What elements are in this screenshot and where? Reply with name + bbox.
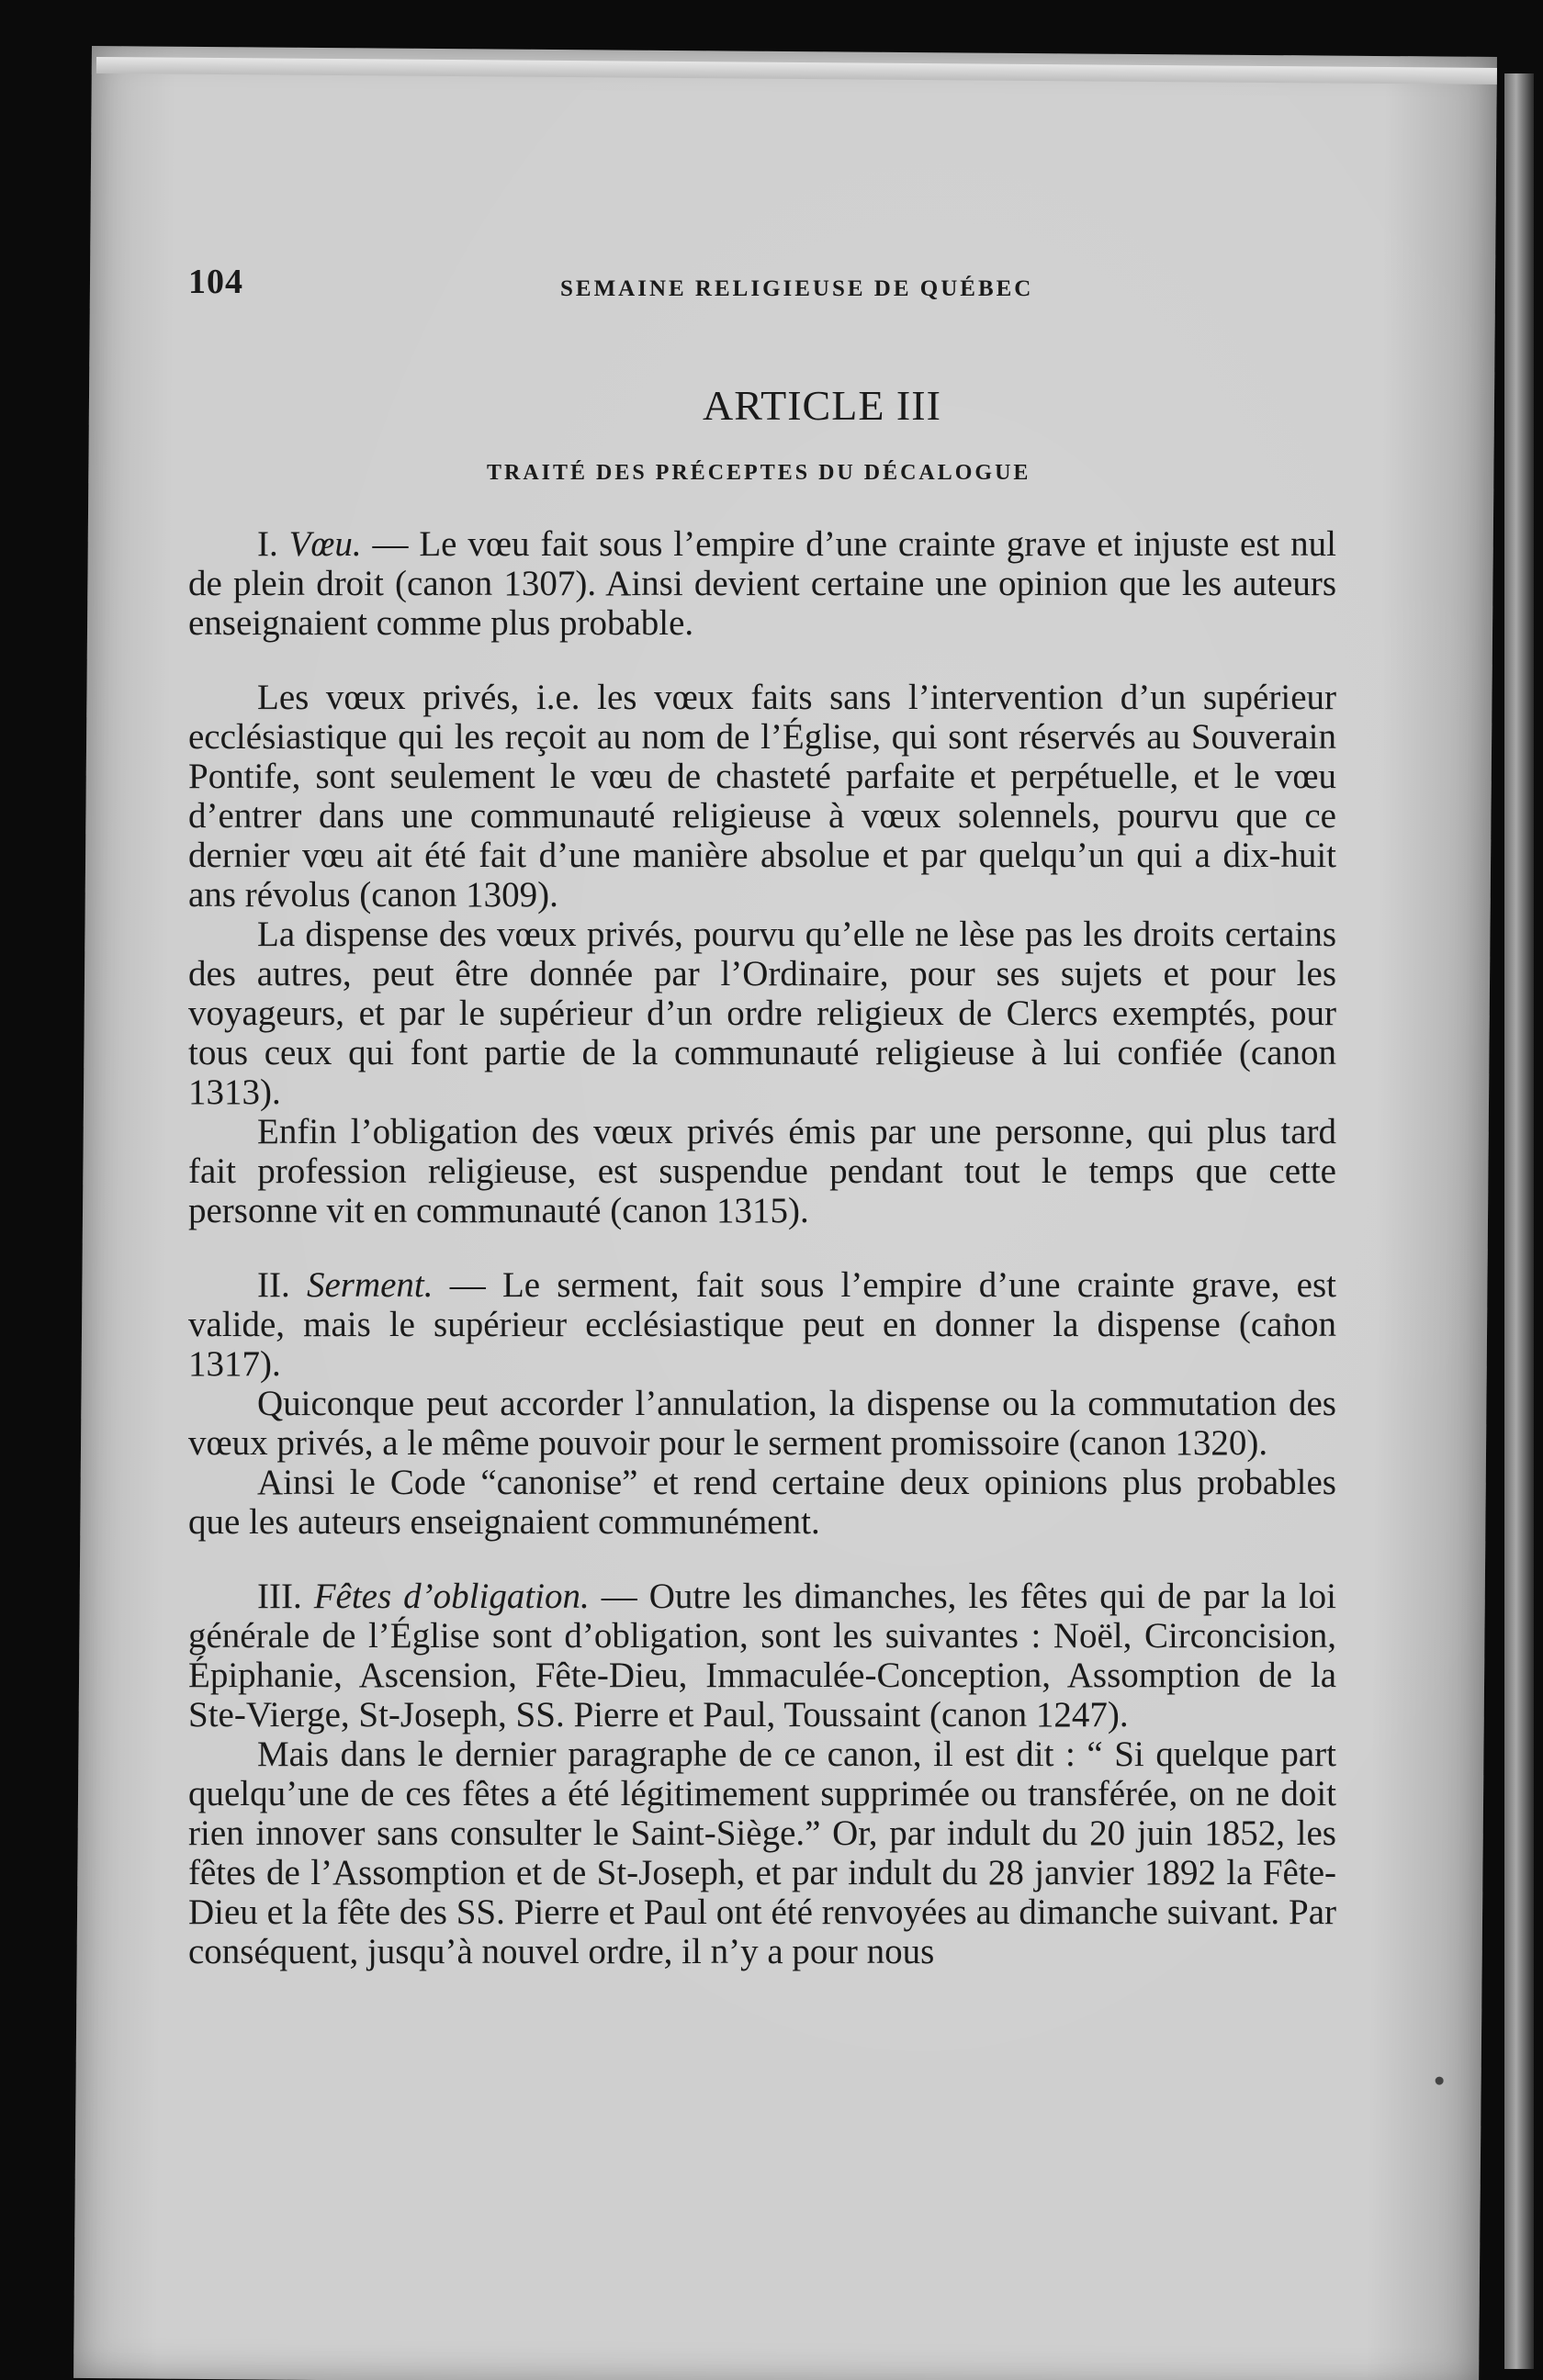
section-voeu (188, 524, 1336, 1230)
section-number: II. (257, 1265, 290, 1305)
section-fetes-obligation (188, 1577, 1336, 1971)
paragraph: La dispense des vœux privés, pourvu qu’elle ne lèse pas les droits certains des autres, peut être donnée par l’Ordinaire, pour ses sujets et pour les voyageurs, et par le supérieur d’un ordre religieux de Clercs exemptés, pour tous ceux qui font partie de la communauté religieuse à lui confiée (canon 1313). (188, 915, 1336, 1112)
running-title: SEMAINE RELIGIEUSE DE QUÉBEC (560, 276, 1034, 301)
page-content (188, 262, 1336, 1971)
page-number: 104 (188, 263, 243, 301)
paragraph (188, 524, 1336, 643)
paragraph-text: — Outre les dimanches, les fêtes qui de par la loi générale de l’Église sont d’obligation, sont les suivantes : Noël, Circoncision, Épiphanie, Ascension, Fête-Dieu, Immaculée-Conception, Assomption de la Ste-Vierge, St-Joseph, SS. Pierre et Paul, Toussaint (canon 1247). (188, 1577, 1337, 1734)
page-edge-strip (1504, 73, 1534, 2369)
paragraph (188, 1265, 1336, 1384)
section-number: I. (257, 524, 278, 564)
paragraph: Les vœux privés, i.e. les vœux faits sans l’intervention d’un supérieur ecclésiastique qui les reçoit au nom de l’Église, qui sont réservés au Souverain Pontife, sont seulement le vœu de chasteté parfaite et perpétuelle, et le vœu d’entrer dans une communauté religieuse à vœux solennels, pourvu que ce dernier vœu ait été fait d’une manière absolue et par quelqu’un qui a dix-huit ans révolus (canon 1309). (188, 678, 1336, 915)
section-heading: TRAITÉ DES PRÉCEPTES DU DÉCALOGUE (487, 461, 1031, 485)
paragraph: Quiconque peut accorder l’annulation, la dispense ou la commutation des vœux privés, a le même pouvoir pour le serment promissoire (canon 1320). (188, 1384, 1336, 1463)
section-title: Serment. (306, 1265, 434, 1305)
paragraph: Mais dans le dernier paragraphe de ce canon, il est dit : “ Si quelque part quelqu’une de ces fêtes a été légitimement supprimée ou transférée, on ne doit rien innover sans consulter le Saint-Siège.” Or, par indult du 20 juin 1852, les fêtes de l’Assomption et de St-Joseph, et par indult du 28 janvier 1892 la Fête-Dieu et la fête des SS. Pierre et Paul ont été renvoyées au dimanche suivant. Par conséquent, jusqu’à nouvel ordre, il n’y a pour nous (188, 1734, 1336, 1971)
paragraph (188, 1577, 1336, 1734)
paragraph-text: — Le vœu fait sous l’empire d’une crainte grave et injuste est nul de plein droit (canon 1307). Ainsi devient certaine une opinion que les auteurs enseignaient comme plus probable. (188, 524, 1337, 643)
section-title: Fêtes d’obligation. (313, 1577, 590, 1616)
page-header (188, 262, 1336, 317)
section-title: Vœu. (288, 524, 362, 564)
paragraph: Enfin l’obligation des vœux privés émis par une personne, qui plus tard fait profession religieuse, est suspendue pendant tout le temps que cette personne vit en communauté (canon 1315). (188, 1112, 1336, 1230)
article-title: ARTICLE III (703, 382, 941, 429)
paragraph: Ainsi le Code “canonise” et rend certaine deux opinions plus probables que les auteurs enseignaient communément. (188, 1463, 1336, 1542)
section-number: III. (257, 1577, 302, 1616)
section-serment (188, 1265, 1336, 1542)
paragraph-text: — Le serment, fait sous l’empire d’une crainte grave, est valide, mais le supérieur ecclésiastique peut en donner la dispense (canon 1317). (188, 1265, 1337, 1384)
ink-speck (1436, 2077, 1444, 2085)
